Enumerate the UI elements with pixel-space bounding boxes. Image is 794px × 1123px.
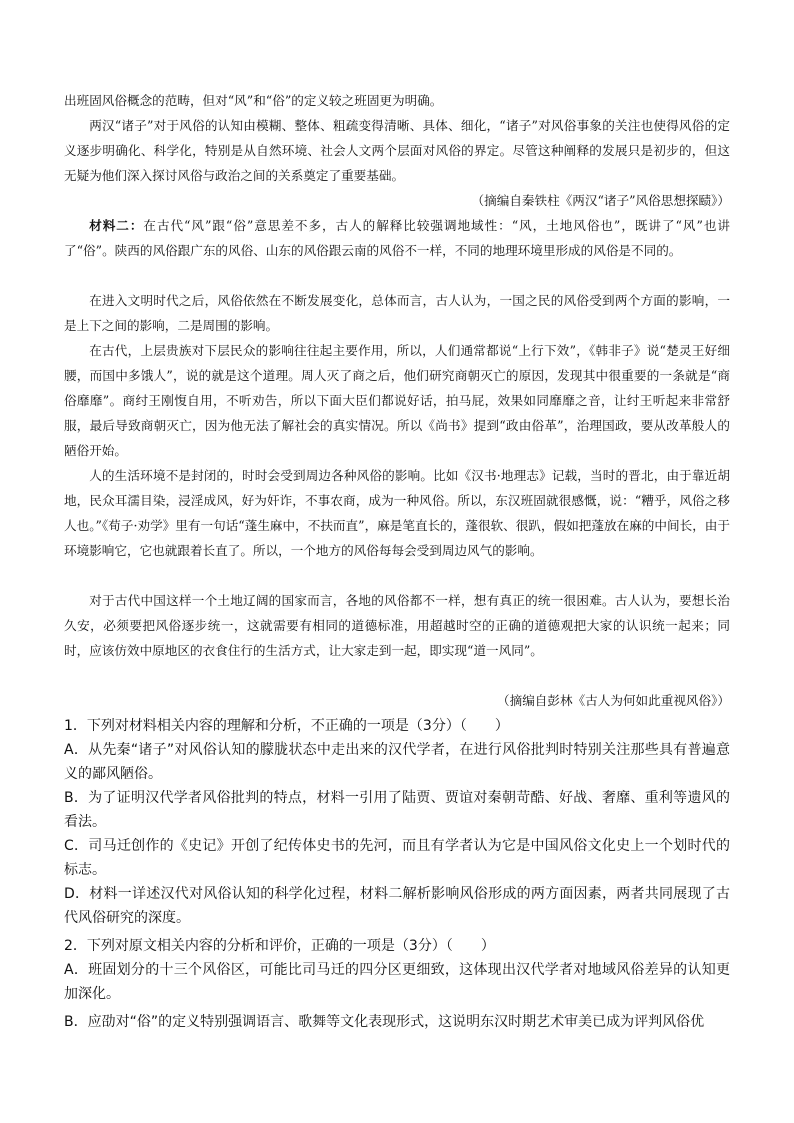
material-2-paragraph (64, 213, 730, 263)
question-2-option-b: B．应劭对“俗”的定义特别强调语言、歌舞等文化表现形式，这说明东汉时期艺术审美已成为评判风俗优 (64, 1014, 705, 1030)
environment-paragraph: 人的生活环境不是封闭的，时时会受到周边各种风俗的影响。比如《汉书·地理志》记载，当时的晋北，由于靠近胡地，民众耳濡目染，浸淫成风，好为奸诈，不事农商，成为一种风俗。所以，东汉班固就很感慨，说：“糟乎，风俗之移人也。”《荀子·劝学》里有一句话“蓬生麻中，不扶而直”，麻是笔直长的，蓬很软、很趴，假如把蓬放在麻的中间长，由于环境影响它，它也就跟着长直了。所以，一个地方的风俗每每会受到周边风气的影响。 (64, 468, 730, 558)
question-2-stem: 2．下列对原文相关内容的分析和评价，正确的一项是（3分）（ ） (64, 938, 495, 954)
passage-intro-tail: 出班固风俗概念的范畴，但对“风”和“俗”的定义较之班固更为明确。 (64, 93, 443, 108)
question-1-option-b: B．为了证明汉代学者风俗批判的特点，材料一引用了陆贾、贾谊对秦朝苛酷、好战、奢靡、重利等遗风的看法。 (64, 790, 730, 830)
material-2-label: 材料二： (89, 218, 144, 233)
civilization-paragraph: 在进入文明时代之后，风俗依然在不断发展变化，总体而言，古人认为，一国之民的风俗受到两个方面的影响，一是上下之间的影响，二是周围的影响。 (64, 293, 730, 333)
ancient-china-paragraph: 对于古代中国这样一个土地辽阔的国家而言，各地的风俗都不一样，想有真正的统一很困难。古人认为，要想长治久安，必须要把风俗逐步统一，这就需要有相同的道德标准，用超越时空的正确的道德观把大家的认识统一起来；同时，应该仿效中原地区的衣食住行的生活方式，让大家走到一起，即实现“道一风同”。 (64, 593, 730, 658)
question-1-option-a: A．从先秦“诸子”对风俗认知的朦胧状态中走出来的汉代学者，在进行风俗批判时特别关注那些具有普遍意义的鄙风陋俗。 (64, 742, 730, 782)
question-1-option-d: D．材料一详述汉代对风俗认知的科学化过程，材料二解析影响风俗形成的两方面因素，两者共同展现了古代风俗研究的深度。 (64, 886, 730, 926)
question-1-stem: 1．下列对材料相关内容的理解和分析，不正确的一项是（3分）（ ） (64, 718, 509, 734)
ancient-paragraph: 在古代，上层贵族对下层民众的影响往往起主要作用，所以，人们通常都说“上行下效”，《韩非子》说“楚灵王好细腰，而国中多饿人”，说的就是这个道理。周人灭了商之后，他们研究商朝灭亡的原因，发现其中很重要的一条就是“商俗靡靡”。商纣王刚愎自用，不听劝告，所以下面大臣们都说好话，拍马屁，效果如同靡靡之音，让纣王听起来非常舒服，最后导致商朝灭亡，因为他无法了解社会的真实情况。所以《尚书》提到“政由俗革”，治理国政，要从改革般人的陋俗开始。 (64, 343, 730, 458)
material-2-text: 在古代“风”跟“俗”意思差不多，古人的解释比较强调地域性：“风，土地风俗也”，既讲了“风”也讲了“俗”。陕西的风俗跟广东的风俗、山东的风俗跟云南的风俗不一样，不同的地理环境里形成的风俗是不同的。 (64, 218, 730, 258)
source-citation-1: （摘编自秦铁柱《两汉“诸子”风俗思想探赜》） (471, 193, 730, 208)
passage-han-paragraph: 两汉“诸子”对于风俗的认知由模糊、整体、粗疏变得清晰、具体、细化，“诸子”对风俗事象的关注也使得风俗的定义逐步明确化、科学化，特别是从自然环境、社会人文两个层面对风俗的界定。尽管这种阐释的发展只是初步的，但这无疑为他们深入探讨风俗与政治之间的关系奠定了重要基础。 (64, 118, 730, 183)
question-2-option-a: A．班固划分的十三个风俗区，可能比司马迁的四分区更细致，这体现出汉代学者对地域风俗差异的认知更加深化。 (64, 962, 730, 1002)
question-1-option-c: C．司马迁创作的《史记》开创了纪传体史书的先河，而且有学者认为它是中国风俗文化史上一个划时代的标志。 (64, 838, 730, 878)
source-citation-2: （摘编自彭林《古人为何如此重视风俗》） (497, 693, 730, 708)
